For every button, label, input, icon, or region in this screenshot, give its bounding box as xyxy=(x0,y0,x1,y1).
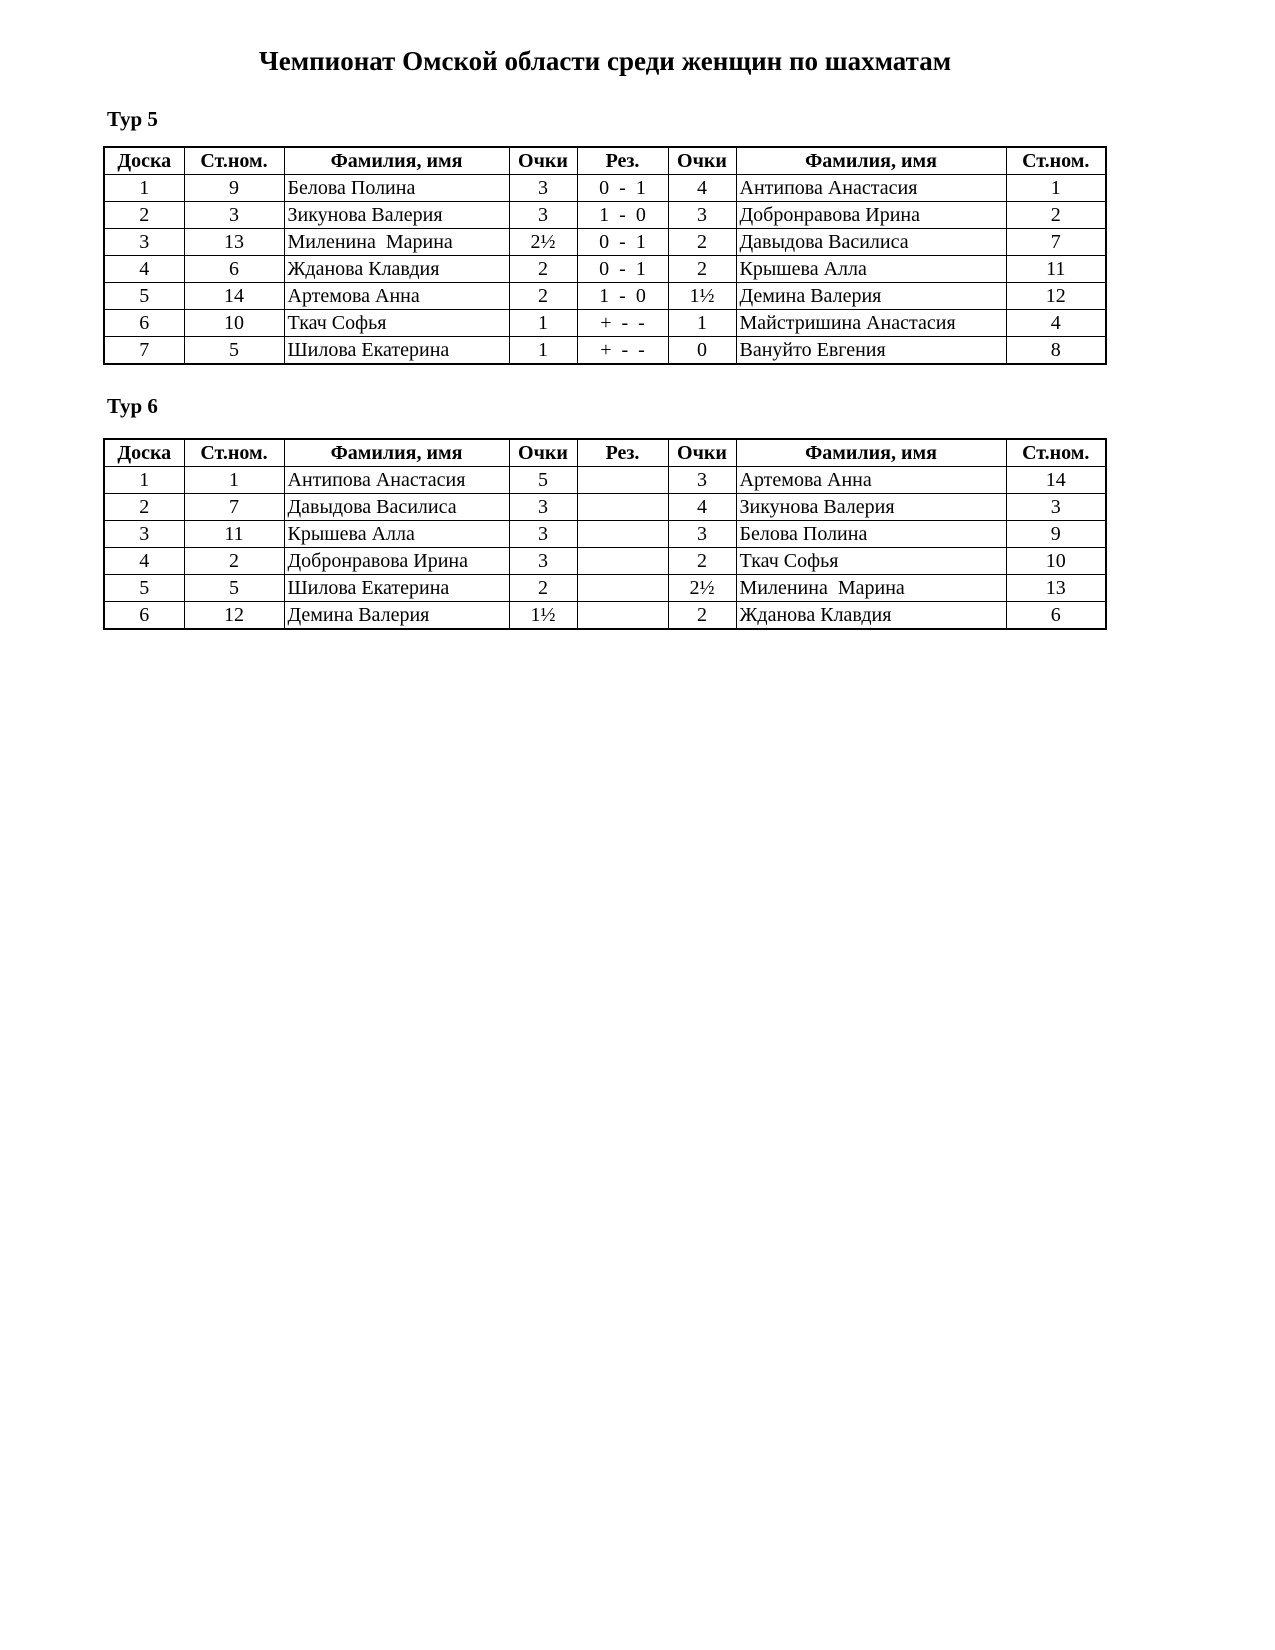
player-name-cell: Демина Валерия xyxy=(284,602,509,630)
player-name-cell: Давыдова Василиса xyxy=(736,229,1006,256)
points-cell: 2 xyxy=(509,575,577,602)
start-number-cell: 9 xyxy=(184,175,284,202)
points-cell: 3 xyxy=(668,202,736,229)
player-name-cell: Добронравова Ирина xyxy=(736,202,1006,229)
player-name-cell: Вануйто Евгения xyxy=(736,337,1006,365)
header-row xyxy=(104,439,1106,467)
player-name-cell: Майстришина Анастасия xyxy=(736,310,1006,337)
column-header-board: Доска xyxy=(104,439,184,467)
start-number-cell: 2 xyxy=(1006,202,1106,229)
result-cell: 1 - 0 xyxy=(577,283,668,310)
player-name-cell: Миленина Марина xyxy=(284,229,509,256)
player-name-cell: Белова Полина xyxy=(284,175,509,202)
player-name-cell: Антипова Анастасия xyxy=(736,175,1006,202)
start-number-cell: 7 xyxy=(1006,229,1106,256)
points-cell: 3 xyxy=(509,521,577,548)
column-header-points: Очки xyxy=(668,439,736,467)
column-header-start-number: Ст.ном. xyxy=(1006,439,1106,467)
board-cell: 5 xyxy=(104,283,184,310)
start-number-cell: 14 xyxy=(184,283,284,310)
column-header-result: Рез. xyxy=(577,439,668,467)
points-cell: 1 xyxy=(668,310,736,337)
column-header-start-number: Ст.ном. xyxy=(1006,147,1106,175)
table-row xyxy=(104,521,1106,548)
board-cell: 7 xyxy=(104,337,184,365)
start-number-cell: 13 xyxy=(1006,575,1106,602)
round-6-table xyxy=(103,438,1107,630)
result-cell xyxy=(577,575,668,602)
points-cell: 3 xyxy=(509,175,577,202)
start-number-cell: 3 xyxy=(1006,494,1106,521)
player-name-cell: Давыдова Василиса xyxy=(284,494,509,521)
start-number-cell: 6 xyxy=(184,256,284,283)
player-name-cell: Миленина Марина xyxy=(736,575,1006,602)
start-number-cell: 7 xyxy=(184,494,284,521)
start-number-cell: 3 xyxy=(184,202,284,229)
table-row xyxy=(104,575,1106,602)
result-cell xyxy=(577,521,668,548)
result-cell: + - - xyxy=(577,337,668,365)
points-cell: 2 xyxy=(668,256,736,283)
player-name-cell: Шилова Екатерина xyxy=(284,337,509,365)
column-header-board: Доска xyxy=(104,147,184,175)
column-header-player-name: Фамилия, имя xyxy=(284,147,509,175)
player-name-cell: Ткач Софья xyxy=(736,548,1006,575)
start-number-cell: 5 xyxy=(184,575,284,602)
board-cell: 2 xyxy=(104,202,184,229)
player-name-cell: Ткач Софья xyxy=(284,310,509,337)
column-header-points: Очки xyxy=(668,147,736,175)
result-cell: + - - xyxy=(577,310,668,337)
round-6-heading: Тур 6 xyxy=(107,394,158,418)
column-header-start-number: Ст.ном. xyxy=(184,147,284,175)
start-number-cell: 2 xyxy=(184,548,284,575)
start-number-cell: 8 xyxy=(1006,337,1106,365)
result-cell xyxy=(577,494,668,521)
board-cell: 6 xyxy=(104,602,184,630)
board-cell: 1 xyxy=(104,467,184,494)
result-cell xyxy=(577,602,668,630)
player-name-cell: Жданова Клавдия xyxy=(284,256,509,283)
column-header-result: Рез. xyxy=(577,147,668,175)
points-cell: 5 xyxy=(509,467,577,494)
player-name-cell: Зикунова Валерия xyxy=(284,202,509,229)
table-row xyxy=(104,229,1106,256)
points-cell: 3 xyxy=(509,548,577,575)
column-header-points: Очки xyxy=(509,439,577,467)
start-number-cell: 5 xyxy=(184,337,284,365)
start-number-cell: 11 xyxy=(184,521,284,548)
points-cell: 3 xyxy=(509,202,577,229)
start-number-cell: 10 xyxy=(184,310,284,337)
points-cell: 3 xyxy=(509,494,577,521)
player-name-cell: Артемова Анна xyxy=(736,467,1006,494)
points-cell: 2½ xyxy=(509,229,577,256)
points-cell: 2½ xyxy=(668,575,736,602)
player-name-cell: Шилова Екатерина xyxy=(284,575,509,602)
column-header-player-name: Фамилия, имя xyxy=(736,147,1006,175)
column-header-player-name: Фамилия, имя xyxy=(284,439,509,467)
start-number-cell: 12 xyxy=(1006,283,1106,310)
board-cell: 6 xyxy=(104,310,184,337)
start-number-cell: 6 xyxy=(1006,602,1106,630)
table-row xyxy=(104,337,1106,365)
player-name-cell: Антипова Анастасия xyxy=(284,467,509,494)
result-cell: 0 - 1 xyxy=(577,229,668,256)
table-row xyxy=(104,310,1106,337)
table-row xyxy=(104,283,1106,310)
points-cell: 2 xyxy=(668,602,736,630)
table-row xyxy=(104,175,1106,202)
player-name-cell: Демина Валерия xyxy=(736,283,1006,310)
column-header-start-number: Ст.ном. xyxy=(184,439,284,467)
result-cell: 0 - 1 xyxy=(577,256,668,283)
points-cell: 3 xyxy=(668,467,736,494)
header-row xyxy=(104,147,1106,175)
round-5-table xyxy=(103,146,1107,365)
round-5-heading: Тур 5 xyxy=(107,107,158,131)
points-cell: 2 xyxy=(509,256,577,283)
player-name-cell: Крышева Алла xyxy=(736,256,1006,283)
page-title: Чемпионат Омской области среди женщин по шахматам xyxy=(258,46,952,76)
table-row xyxy=(104,467,1106,494)
start-number-cell: 13 xyxy=(184,229,284,256)
table-row xyxy=(104,548,1106,575)
player-name-cell: Жданова Клавдия xyxy=(736,602,1006,630)
points-cell: 1½ xyxy=(668,283,736,310)
start-number-cell: 12 xyxy=(184,602,284,630)
start-number-cell: 1 xyxy=(184,467,284,494)
board-cell: 2 xyxy=(104,494,184,521)
points-cell: 1 xyxy=(509,337,577,365)
table-row xyxy=(104,256,1106,283)
table-row xyxy=(104,494,1106,521)
player-name-cell: Артемова Анна xyxy=(284,283,509,310)
start-number-cell: 11 xyxy=(1006,256,1106,283)
board-cell: 1 xyxy=(104,175,184,202)
table-row xyxy=(104,202,1106,229)
player-name-cell: Зикунова Валерия xyxy=(736,494,1006,521)
board-cell: 3 xyxy=(104,229,184,256)
points-cell: 1 xyxy=(509,310,577,337)
start-number-cell: 1 xyxy=(1006,175,1106,202)
result-cell xyxy=(577,467,668,494)
player-name-cell: Добронравова Ирина xyxy=(284,548,509,575)
points-cell: 1½ xyxy=(509,602,577,630)
points-cell: 4 xyxy=(668,175,736,202)
points-cell: 3 xyxy=(668,521,736,548)
points-cell: 4 xyxy=(668,494,736,521)
start-number-cell: 4 xyxy=(1006,310,1106,337)
points-cell: 2 xyxy=(668,548,736,575)
result-cell xyxy=(577,548,668,575)
column-header-points: Очки xyxy=(509,147,577,175)
player-name-cell: Крышева Алла xyxy=(284,521,509,548)
board-cell: 4 xyxy=(104,256,184,283)
start-number-cell: 14 xyxy=(1006,467,1106,494)
points-cell: 0 xyxy=(668,337,736,365)
column-header-player-name: Фамилия, имя xyxy=(736,439,1006,467)
start-number-cell: 9 xyxy=(1006,521,1106,548)
result-cell: 0 - 1 xyxy=(577,175,668,202)
table-row xyxy=(104,602,1106,630)
player-name-cell: Белова Полина xyxy=(736,521,1006,548)
start-number-cell: 10 xyxy=(1006,548,1106,575)
points-cell: 2 xyxy=(668,229,736,256)
board-cell: 3 xyxy=(104,521,184,548)
result-cell: 1 - 0 xyxy=(577,202,668,229)
points-cell: 2 xyxy=(509,283,577,310)
board-cell: 4 xyxy=(104,548,184,575)
board-cell: 5 xyxy=(104,575,184,602)
